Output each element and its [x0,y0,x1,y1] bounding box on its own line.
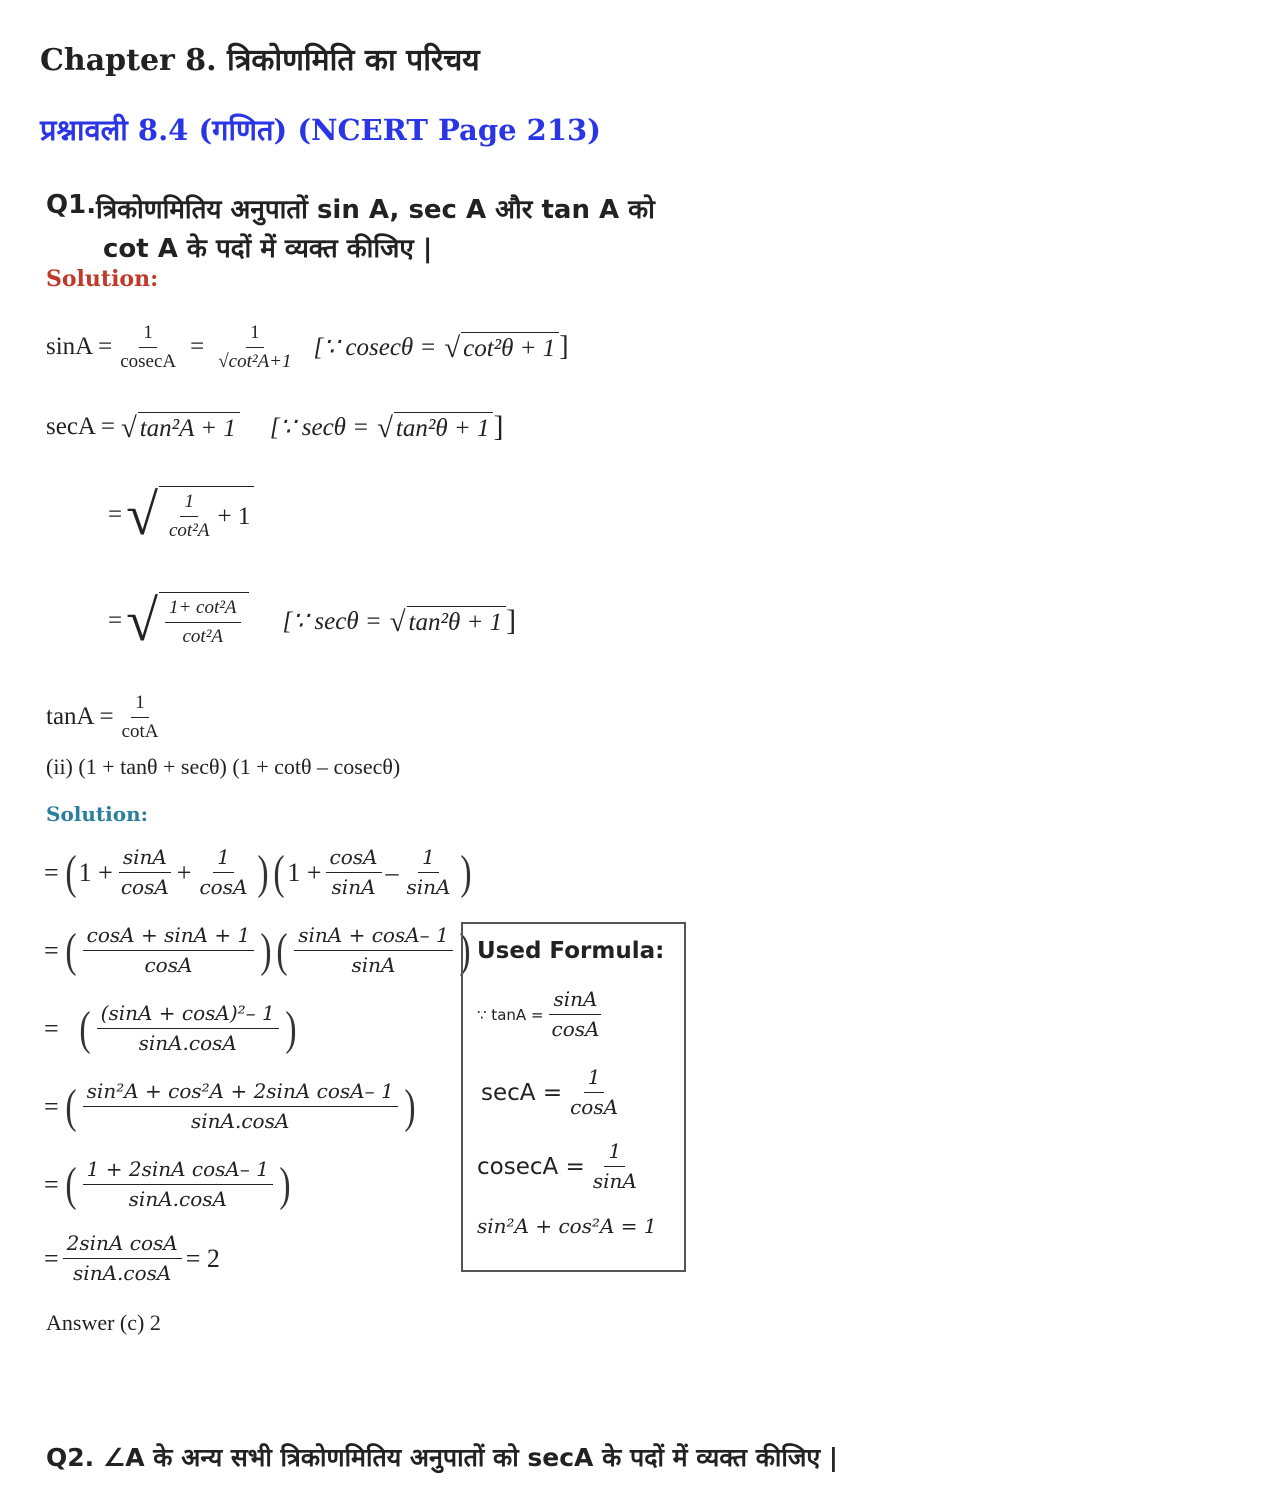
step3-close-bracket: ] [506,604,517,637]
step3-because-radicand: tan²θ + 1 [407,606,507,637]
sinA-because-radicand: cot²θ + 1 [461,332,559,363]
l6-frac: $\frac{\text{2sinA cosA}}{\sin A.\cos A}$ [63,1232,182,1285]
formula-sec: secA = $\frac{1}{\cos A}$ [481,1066,626,1119]
q1-line2: cot A के पदों में व्यक्त कीजिए | [103,234,433,264]
q2-text: Q2. ∠A के अन्य सभी त्रिकोणमितिय अनुपातों को secA के पदों में व्यक्त कीजिए | [46,1443,839,1472]
sinA-f1-den: cosecA [120,350,177,372]
chapter-title: Chapter 8. त्रिकोणमिति का परिचय [40,43,480,78]
formula-cosec-frac: $\frac{1}{\sin A}$ [592,1139,637,1193]
tanA-fraction [118,692,163,743]
part2-question: (ii) (1 + tanθ + secθ) (1 + cotθ – cosecθ) [46,754,401,779]
step3-root: √ $\frac{\text{1+ cot²A}}{\text{cot²A}}$ [126,592,248,650]
exercise-title: प्रश्नावली 8.4 (गणित) (NCERT Page 213) [40,113,601,147]
sinA-equation [46,322,569,373]
tanA-den: cotA [121,720,159,742]
formula-identity: sin²A + cos²A = 1 [477,1214,657,1238]
part2-line4: = ( $\frac{\text{sin²A + cos²A + 2sinA cosA– 1}}{\sin A.\cos A}$ ) [44,1079,416,1133]
secA-close-bracket: ] [493,410,504,443]
part2-line1: = ( 1 + $\frac{\sin A}{\cos A}$ + $\frac{1}{\cos A}$ ) ( 1 + $\frac{\cos A}{\sin A}$ – $\frac{1}{\sin A}$ ) [44,845,473,899]
l1-frac-a: $\frac{\sin A}{\cos A}$ [117,846,173,899]
l2-frac-a: $\frac{\cos A + \sin A + 1}{\cos A}$ [83,924,255,977]
part2-line3: = ( $\frac{\text{(sinA + cosA)²– 1}}{\sin A.\cos A}$ ) [44,1001,297,1055]
l6-result: = 2 [185,1243,220,1273]
sinA-because: [∵ cosecθ = [313,334,437,362]
tanA-lhs: tanA = [46,703,114,731]
step2-den: cot²A [168,520,210,541]
secA-step2 [108,482,254,547]
secA-root: √ tan²A + 1 [121,412,240,443]
formula-sec-frac: $\frac{1}{\cos A}$ [570,1065,619,1119]
l3-frac: $\frac{\text{(sinA + cosA)²– 1}}{\sin A.\cos A}$ [97,1002,279,1055]
step2-plus: + 1 [217,502,251,530]
formula-title: Used Formula: [477,938,665,964]
part2-line2: = ( $\frac{\cos A + \sin A + 1}{\cos A}$ ) ( $\frac{\sin A + \cos A- 1}{\sin A}$ ) [44,923,471,977]
formula-cosec: cosecA = $\frac{1}{\sin A}$ [477,1140,645,1193]
formula-tan-frac: $\frac{\sin A}{\cos A}$ [548,988,604,1041]
step2-root: √ $\frac{1}{\text{cot²A}}$ + 1 [126,486,254,544]
secA-lhs: secA = [46,413,115,440]
step2-eq: = [108,501,123,528]
part2-line6: = $\frac{\text{2sinA cosA}}{\sin A.\cos A}$ = 2 [44,1231,220,1285]
step3-eq: = [108,607,123,634]
formula-tan: ∵ tanA = $\frac{\sin A}{\cos A}$ [477,988,607,1041]
l2-frac-b: $\frac{\sin A + \cos A- 1}{\sin A}$ [294,924,453,977]
sinA-lhs: sinA = [46,333,113,361]
sinA-eq: = [190,333,205,361]
part2-line5: = ( $\frac{\text{1 + 2sinA cosA– 1}}{\sin A.\cos A}$ ) [44,1157,291,1211]
step3-den: cot²A [182,626,223,647]
l1-one-2: 1 + [287,857,322,887]
step2-num: 1 [180,491,198,517]
q1-line1: त्रिकोणमितिय अनुपातों sin A, sec A और tan A को [96,195,655,225]
solution-label-2: Solution: [46,802,149,826]
l1-frac-d: $\frac{1}{\sin A}$ [406,845,451,899]
sinA-f2-den: √cot²A+1 [218,350,292,372]
step2-fraction [165,491,214,542]
step3-because: [∵ secθ = [282,608,382,635]
sinA-fraction-1 [116,322,180,373]
secA-radicand: tan²A + 1 [138,412,240,443]
step3-because-root: √ tan²θ + 1 [390,606,506,637]
l5-frac: $\frac{\text{1 + 2sinA cosA– 1}}{\sin A.\cos A}$ [83,1158,273,1211]
sinA-f1-num: 1 [139,322,157,348]
secA-step3 [108,588,517,653]
l1-one: 1 + [78,857,113,887]
step3-fraction [165,597,241,648]
solution-label-1: Solution: [46,266,159,292]
sinA-fraction-2 [214,322,295,373]
sinA-because-root: √ cot²θ + 1 [444,332,559,363]
tanA-num: 1 [131,692,149,718]
answer-text: Answer (c) 2 [46,1310,161,1335]
l1-minus: – [385,857,399,887]
l4-frac: $\frac{\text{sin²A + cos²A + 2sinA cosA– 1}}{\sin A.\cos A}$ [83,1080,398,1133]
secA-because-root: √ tan²θ + 1 [377,412,493,443]
l1-frac-c: $\frac{\cos A}{\sin A}$ [326,846,382,899]
l1-plus: + [176,857,192,887]
sinA-close-bracket: ] [559,331,569,363]
l1-frac-b: $\frac{1}{\cos A}$ [199,845,248,899]
secA-because-radicand: tan²θ + 1 [394,412,494,443]
q1-label: Q1. [46,190,97,220]
secA-because: [∵ secθ = [269,414,370,441]
tanA-equation [46,692,167,743]
sinA-f2-num: 1 [246,322,264,348]
used-formula-box [461,922,686,1272]
secA-equation [46,410,503,444]
step3-num: 1+ cot²A [165,597,241,623]
